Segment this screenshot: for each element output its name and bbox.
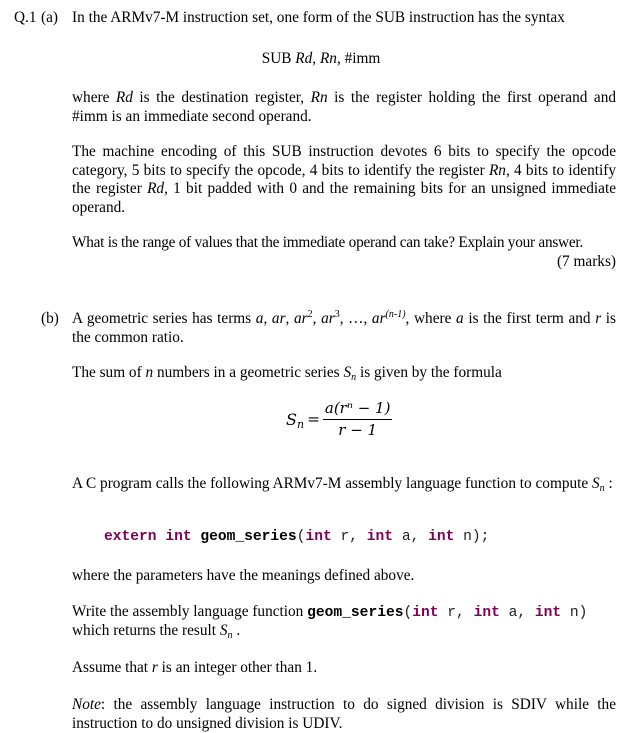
function-name: geom_series — [307, 605, 404, 621]
text: A geometric series has terms — [72, 310, 256, 327]
sum-intro — [72, 364, 616, 383]
function-prototype — [104, 528, 489, 546]
part-a-question: What is the range of values that the immediate operand can take? Explain your answer. — [72, 234, 583, 251]
part-a-where-paragraph — [72, 89, 616, 126]
text: is given by the formula — [356, 364, 502, 381]
equals-sign: = — [307, 410, 320, 428]
text: is an integer other than 1. — [157, 659, 318, 676]
lhs-sub: n — [296, 417, 305, 431]
part-a-label: (a) — [41, 9, 58, 26]
var-rd: Rd — [147, 180, 165, 198]
text: is the register holding the first operand and #imm is an immediate second operand. — [72, 89, 616, 125]
syntax-rn: Rn — [319, 50, 337, 67]
write-result — [72, 622, 616, 641]
text: , — [263, 310, 272, 327]
keyword-int: int — [366, 529, 394, 545]
text: , — [285, 310, 294, 327]
note-text: : the assembly language instruction to do signed division is SDIV while the instruction to do unsigned division is UDIV. — [72, 696, 616, 732]
var-a: a — [456, 310, 464, 327]
question-number — [14, 9, 37, 27]
text: numbers in a geometric series — [153, 364, 344, 381]
var-s: S — [219, 622, 228, 639]
formula-lhs — [286, 410, 304, 429]
param-n: n) — [561, 605, 588, 621]
text: , 4 bits to identify the register — [72, 161, 616, 198]
exponent: (n-1) — [385, 309, 406, 320]
part-b-label: (b) — [41, 310, 59, 327]
text: , where — [405, 310, 457, 327]
keyword-int: int — [473, 605, 500, 621]
text: , …, — [339, 310, 372, 327]
term-arn: ar — [371, 310, 386, 327]
text: The machine encoding of this SUB instruction devotes 6 bits to specify the opcode category, 5 bits to specify the opcode, 4 bits to identify the register — [72, 143, 616, 179]
part-a-marks: (7 marks) — [556, 253, 616, 270]
text: Assume that — [72, 659, 152, 676]
part-a-intro: In the ARMv7-M instruction set, one form of the SUB instruction has the syntax — [72, 9, 565, 26]
fraction — [323, 399, 393, 439]
var-rd: Rd — [115, 89, 133, 106]
var-n: n — [145, 364, 154, 381]
var-s: S — [592, 475, 600, 492]
question-number-text: Q.1 — [14, 9, 37, 26]
syntax-sep: , — [312, 50, 320, 67]
keyword-int: int — [305, 529, 332, 545]
text: : — [604, 475, 613, 492]
syntax-mnemonic: SUB — [261, 50, 292, 67]
text: where — [72, 89, 116, 106]
sub-syntax — [0, 50, 642, 68]
var-r: r — [595, 310, 602, 327]
param-r: r, — [331, 529, 367, 545]
numerator: a(rⁿ − 1) — [323, 399, 393, 420]
assume-r — [72, 659, 616, 678]
lhs-s: S — [286, 409, 297, 429]
text: is the common ratio. — [72, 310, 616, 346]
var-rn: Rn — [488, 161, 506, 179]
keyword-int: int — [428, 529, 455, 545]
params-note: where the parameters have the meanings defined above. — [72, 567, 415, 584]
var-r: r — [151, 659, 158, 676]
part-a-encoding-paragraph — [72, 143, 616, 217]
keyword-int: int — [534, 605, 562, 621]
syntax-imm: , #imm — [336, 50, 381, 67]
text: , 1 bit padded with 0 and the remaining bits for an unsigned immediate operand. — [72, 180, 616, 216]
text: Write the assembly language function — [72, 603, 308, 620]
keyword-int: int — [165, 529, 192, 545]
keyword-extern: extern — [104, 529, 157, 545]
var-s: S — [343, 364, 352, 381]
param-a: a, — [499, 605, 535, 621]
term-ar3: ar — [321, 310, 335, 327]
text: , — [312, 310, 322, 327]
function-name: geom_series — [200, 529, 297, 545]
division-note — [72, 696, 616, 733]
exponent: 3 — [334, 309, 340, 320]
text: . — [232, 622, 241, 639]
text: which returns the result — [72, 622, 220, 639]
paren: ( — [403, 605, 413, 621]
subscript: n — [351, 372, 357, 383]
subscript: n — [599, 483, 605, 494]
sum-formula — [286, 397, 392, 441]
text: The sum of — [72, 364, 146, 381]
part-b-series-paragraph — [72, 310, 616, 347]
c-program-paragraph — [72, 475, 616, 494]
note-label: Note — [72, 696, 101, 713]
text: is the first term and — [463, 310, 596, 327]
param-a: a, — [393, 529, 429, 545]
var-a: a — [255, 310, 264, 327]
term-ar2: ar — [294, 310, 308, 327]
syntax-rd: Rd — [295, 50, 313, 67]
exponent: 2 — [307, 309, 313, 320]
subscript: n — [227, 630, 233, 641]
keyword-int: int — [412, 605, 439, 621]
term-ar: ar — [271, 310, 286, 327]
text: is the destination register, — [132, 89, 311, 106]
paren: ( — [296, 529, 306, 545]
param-n: n); — [454, 529, 490, 545]
param-r: r, — [438, 605, 474, 621]
write-instruction — [72, 603, 616, 623]
text: A C program calls the following ARMv7-M assembly language function to compute — [72, 475, 593, 492]
var-rn: Rn — [310, 89, 328, 106]
denominator: r − 1 — [338, 421, 378, 439]
